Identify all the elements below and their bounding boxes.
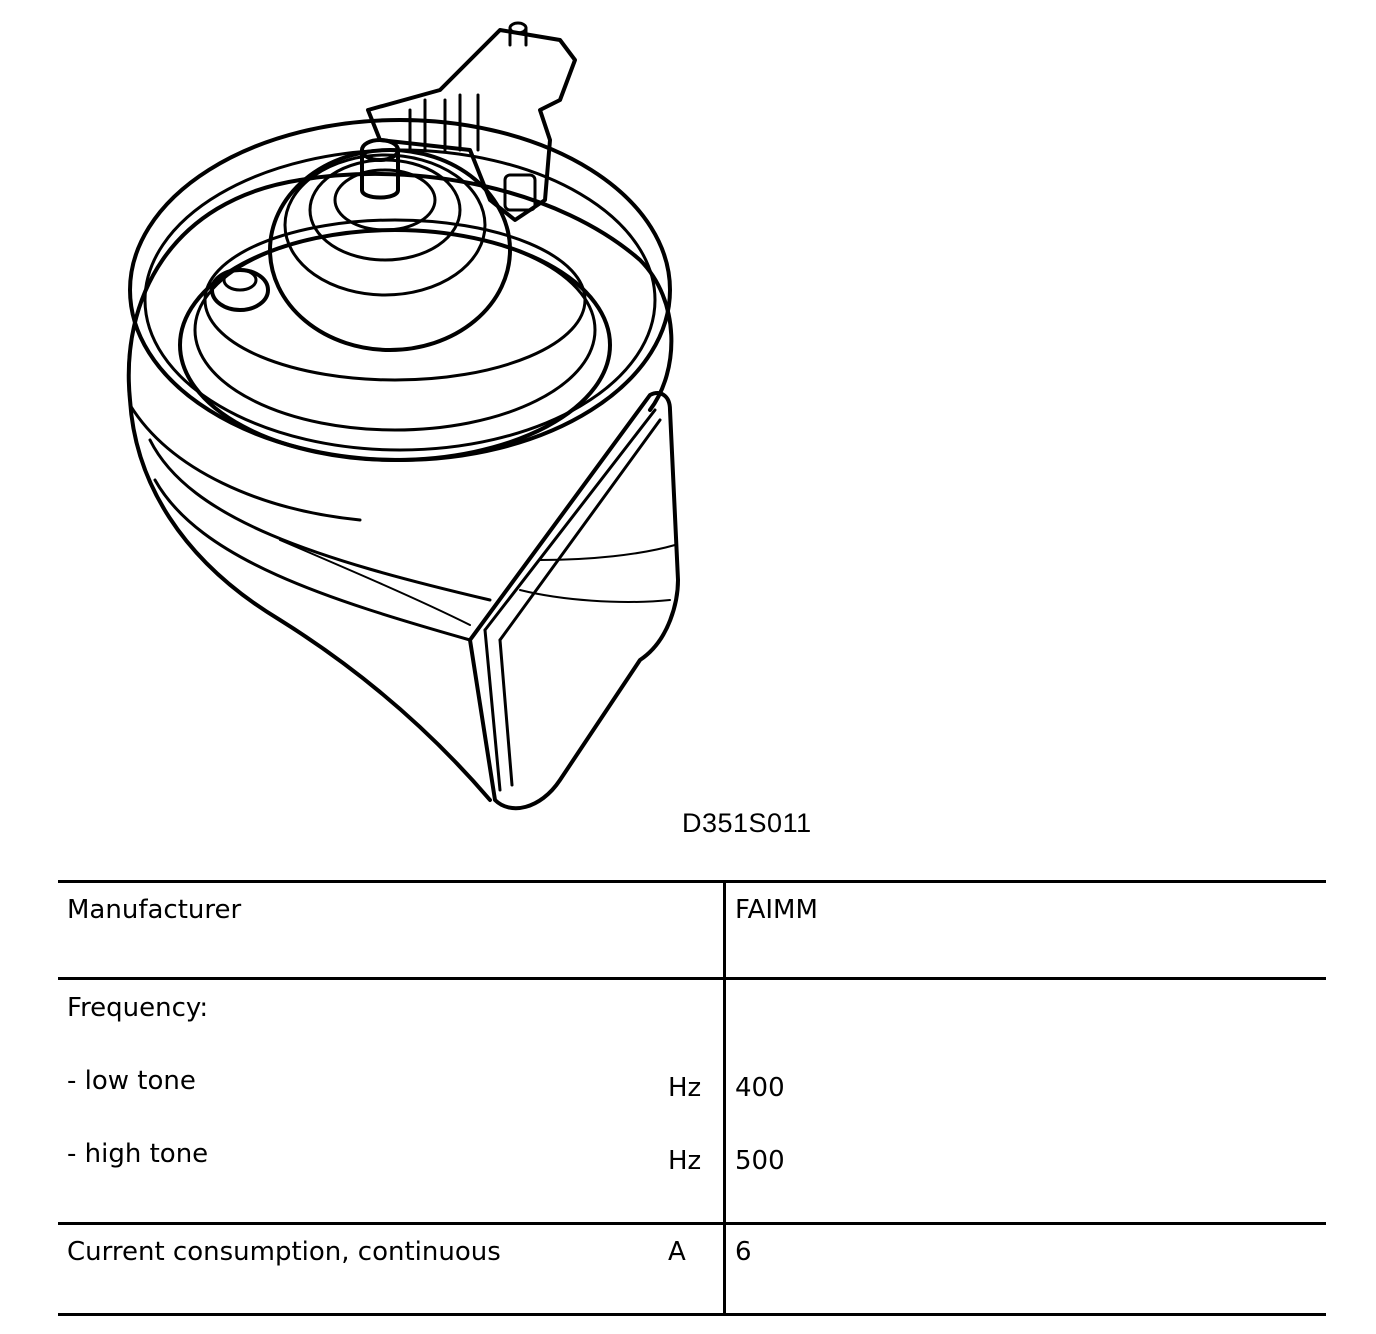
spec-table [58,880,1326,1316]
frequency-label: Frequency: [67,993,209,1023]
low-tone-unit: Hz [668,1073,702,1103]
table-row-divider [58,977,1326,980]
low-tone-label: - low tone [67,1066,196,1096]
manufacturer-label: Manufacturer [67,895,242,925]
figure-code: D351S011 [682,808,812,838]
horn-icon [0,0,700,830]
manufacturer-value: FAIMM [735,895,818,925]
current-consumption-label: Current consumption, continuous [67,1237,501,1267]
high-tone-label: - high tone [67,1139,209,1169]
current-consumption-value: 6 [735,1237,752,1267]
current-consumption-unit: A [668,1237,686,1267]
table-bottom-rule [58,1313,1326,1316]
low-tone-value: 400 [735,1073,785,1103]
high-tone-value: 500 [735,1146,785,1176]
high-tone-unit: Hz [668,1146,702,1176]
table-column-divider [723,880,726,1316]
table-top-rule [58,880,1326,883]
table-row-divider [58,1222,1326,1225]
